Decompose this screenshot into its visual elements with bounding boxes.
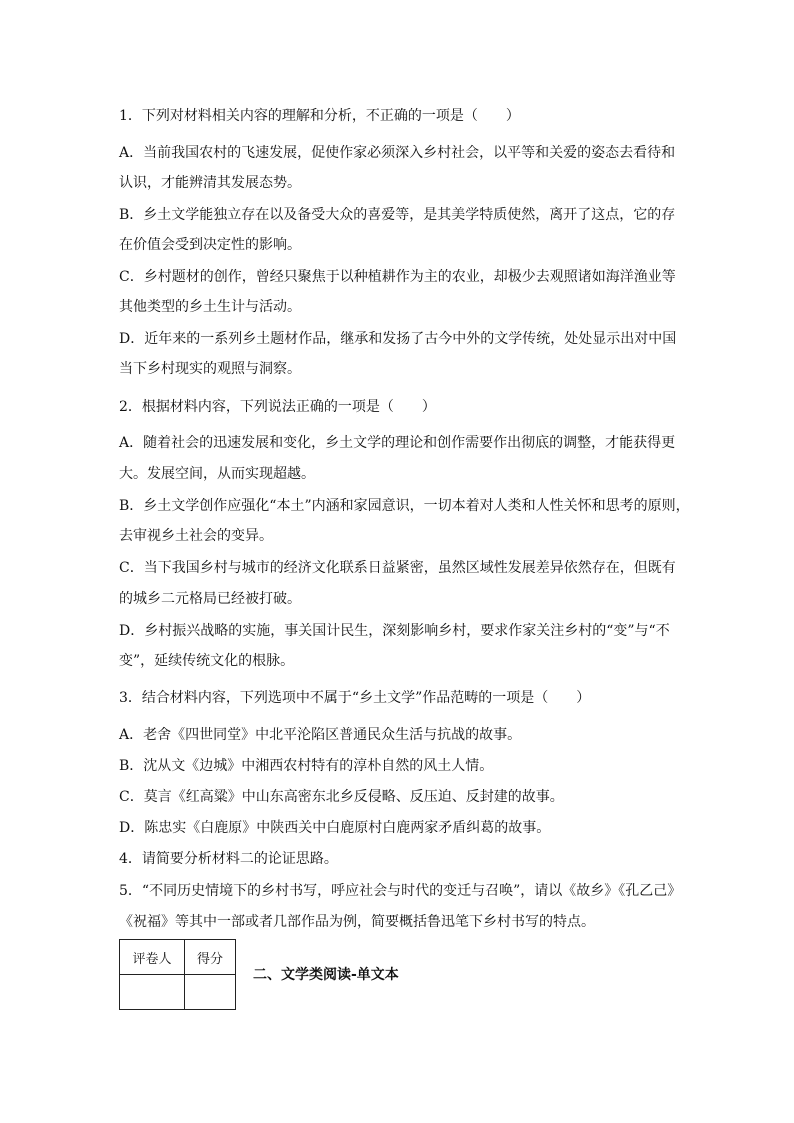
score-label: 得分	[185, 940, 236, 975]
q3-option-d: D．陈忠实《白鹿原》中陕西关中白鹿原村白鹿两家矛盾纠葛的故事。	[119, 820, 551, 836]
q1-option-b-line1: B．乡土文学能独立存在以及备受大众的喜爱等，是其美学特质使然，离开了这点，它的存	[119, 207, 676, 223]
q2-option-d-line2: 变”，延续传统文化的根脉。	[119, 653, 295, 669]
q1-option-d-line2: 当下乡村现实的观照与洞察。	[119, 361, 301, 377]
q2-option-a-line2: 大。发展空间，从而实现超越。	[119, 466, 315, 482]
question-3-stem: 3．结合材料内容，下列选项中不属于“乡土文学”作品范畴的一项是（ ）	[119, 690, 591, 706]
q2-option-c-line1: C．当下我国乡村与城市的经济文化联系日益紧密，虽然区域性发展差异依然存在，但既有	[119, 560, 676, 576]
q2-option-d-line1: D．乡村振兴战略的实施，事关国计民生，深刻影响乡村，要求作家关注乡村的“变”与“不	[119, 623, 670, 639]
q1-option-d-line1: D．近年来的一系列乡土题材作品，继承和发扬了古今中外的文学传统，处处显示出对中国	[119, 331, 677, 347]
q3-option-a: A．老舍《四世同堂》中北平沦陷区普通民众生活与抗战的故事。	[119, 727, 522, 743]
question-1-stem: 1．下列对材料相关内容的理解和分析，不正确的一项是（ ）	[119, 108, 520, 124]
grader-label: 评卷人	[120, 940, 185, 975]
q1-option-a-line1: A．当前我国农村的飞速发展，促使作家必须深入乡村社会，以平等和关爱的姿态去看待和	[119, 145, 676, 161]
grader-cell	[120, 975, 185, 1010]
q1-option-c-line1: C．乡村题材的创作，曾经只聚焦于以种植耕作为主的农业，却极少去观照诸如海洋渔业等	[119, 269, 676, 285]
q1-option-a-line2: 认识，才能辨清其发展态势。	[119, 175, 301, 191]
question-2-stem: 2．根据材料内容，下列说法正确的一项是（ ）	[119, 399, 436, 415]
q3-option-c: C．莫言《红高粱》中山东高密东北乡反侵略、反压迫、反封建的故事。	[119, 789, 564, 805]
question-5-stem-line1: 5．“不同历史情境下的乡村书写，呼应社会与时代的变迁与召唤”，请以《故乡》《孔乙己》	[119, 883, 682, 899]
section-title: 二、文学类阅读-单文本	[253, 967, 399, 983]
score-cell	[185, 975, 236, 1010]
q3-option-b: B．沈从文《边城》中湘西农村特有的淳朴自然的风土人情。	[119, 758, 494, 774]
question-4-stem: 4．请简要分析材料二的论证思路。	[119, 851, 338, 867]
q2-option-b-line2: 去审视乡土社会的变异。	[119, 528, 273, 544]
q2-option-a-line1: A．随着社会的迅速发展和变化，乡土文学的理论和创作需要作出彻底的调整，才能获得更	[119, 435, 676, 451]
question-5-stem-line2: 《祝福》等其中一部或者几部作品为例，简要概括鲁迅笔下乡村书写的特点。	[119, 914, 595, 930]
score-table	[119, 939, 236, 1010]
q2-option-b-line1: B．乡土文学创作应强化“本土”内涵和家园意识，一切本着对人类和人性关怀和思考的原则，	[119, 498, 690, 514]
q2-option-c-line2: 的城乡二元格局已经被打破。	[119, 591, 301, 607]
q1-option-b-line2: 在价值会受到决定性的影响。	[119, 237, 301, 253]
q1-option-c-line2: 其他类型的乡土生计与活动。	[119, 299, 301, 315]
